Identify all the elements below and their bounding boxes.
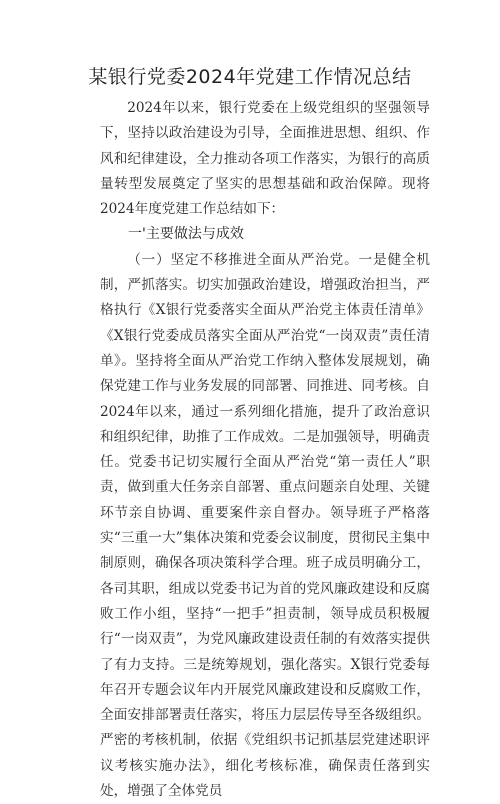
section-heading-main-practices: 一'主要做法与成效 — [128, 226, 244, 243]
document-title: 某银行党委2024年党建工作情况总结 — [88, 66, 412, 88]
document-body — [100, 96, 430, 804]
section-paragraph-strict-governance: （一）坚定不移推进全面从严治党。一是健全机制，严抓落实。切实加强政治建设，增强政治担当，严格执行《X银行党委落实全面从严治党主体责任清单》《X银行党委成员落实全面从严治党“一岗双责”责任清单》。坚持将全面从严治党工作纳入整体发展规划，确保党建工作与业务发展的同部署、同推进、同考核。自2024年以来，通过一系列细化措施，提升了政治意识和组织纪律，助推了工作成效。二是加强领导，明确责任。党委书记切实履行全面从严治党“第一责任人”职责，做到重大任务亲自部署、重点问题亲自处理、关键环节亲自协调、重要案件亲自督办。领导班子严格落实“三重一大”集体决策和党委会议制度，贯彻民主集中制原则，确保各项决策科学合理。班子成员明确分工，各司其职，组成以党委书记为首的党风廉政建设和反腐败工作小组，坚持“一把手”担责制，领导成员积极履行“一岗双责”，为党风廉政建设责任制的有效落实提供了有力支持。三是统筹规划，强化落实。X银行党委每年召开专题会议年内开展党风廉政建设和反腐败工作，全面安排部署责任落实，将压力层层传导至各级组织。严密的考核机制，依据《党组织书记抓基层党建述职评议考核实施办法》，细化考核标准，确保责任落到实处，增强了全体党员 — [100, 251, 430, 800]
intro-paragraph: 2024年以来，银行党委在上级党组织的坚强领导下，坚持以政治建设为引导，全面推进思想、组织、作风和纪律建设，全力推动各项工作落实，为银行的高质量转型发展奠定了坚实的思想基础和政治保障。现将2024年度党建工作总结如下： — [100, 100, 430, 218]
